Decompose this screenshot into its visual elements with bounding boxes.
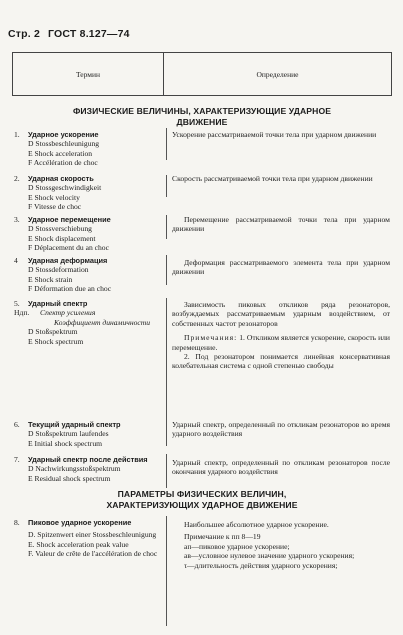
column-rule (166, 516, 167, 626)
term-number: 4 (14, 256, 18, 265)
term-english: E Shock spectrum (28, 336, 84, 346)
section-title-physical-quantities: ФИЗИЧЕСКИЕ ВЕЛИЧИНЫ, ХАРАКТЕРИЗУЮЩИЕ УДАРНОЕ ДВИЖЕНИЕ (72, 106, 332, 127)
column-rule (166, 128, 167, 160)
term-title: Ударный спектр (28, 299, 88, 308)
running-head (8, 28, 130, 40)
standard-number: ГОСТ 8.127—74 (48, 28, 130, 40)
term-french: F. Valeur de crête de l'accélération de choc (28, 549, 158, 559)
note-heading: Примечание к пп 8—19 (184, 532, 261, 542)
term-french: F Déplacement du an choc (28, 243, 109, 253)
term-german: D Nachwirkungsstoßspektrum (28, 464, 121, 474)
term-english: E Residual shock spectrum (28, 473, 111, 483)
term-title: Ударное перемещение (28, 215, 111, 224)
term-german: D. Spitzenwert einer Stossbeschleunigung (28, 530, 157, 540)
deprecated-term-2: Коэффициент динамичности (54, 317, 151, 327)
term-title: Ударная деформация (28, 256, 108, 265)
term-german: D Stossgeschwindigkeit (28, 183, 102, 193)
term-english: E. Shock acceleration peak value (28, 539, 129, 549)
note-2: 2. Под резонатором понимается линейная консервативная колебательная система с одной степенью свободы (172, 352, 390, 371)
definition-1: Ускорение рассматриваемой точки тела при ударном движении (172, 130, 377, 139)
deprecated-term: Ндп. Спектр усиления (14, 308, 96, 318)
definition-2: Скорость рассматриваемой точки тела при ударном движении (172, 174, 373, 183)
term-french: F Déformation due an choc (28, 284, 112, 294)
column-rule (166, 454, 167, 488)
term-number: 7. (14, 455, 20, 464)
term-german: D Stoßspektrum laufendes (28, 429, 109, 439)
term-english: E Shock velocity (28, 192, 80, 202)
symbol-zero: aв—условное нулевое значение ударного ускорения; (184, 551, 355, 561)
definition-8: Наибольшее абсолютное ударное ускорение. Примечание к пп 8—19 aп—пиковое ударное ускорение; aв—условное нулевое значение ударного ускорения; τ—длительность действия ударного ускорения; (172, 520, 390, 570)
term-entry-2 (14, 174, 164, 212)
section-title-parameters: ПАРАМЕТРЫ ФИЗИЧЕСКИХ ВЕЛИЧИН, ХАРАКТЕРИЗУЮЩИХ УДАРНОЕ ДВИЖЕНИЕ (106, 489, 298, 510)
term-english: E Shock displacement (28, 233, 96, 243)
term-german: D Stossverschiebung (28, 224, 92, 234)
term-number: 5. (14, 299, 20, 308)
definition-5: Зависимость пиковых откликов ряда резонаторов, возбуждаемых рассматриваемым ударным воздействием, от собственных частот резонаторов Примечания: 1. Откликом является ускорение, скорость или перемещение. 2. Под резонатором понимается линейная консервативная колебательная система с одной степенью свободы (172, 300, 390, 371)
term-title: Пиковое ударное ускорение (28, 518, 132, 527)
page-number: Стр. 2 (8, 28, 41, 40)
term-english: E Shock strain (28, 274, 73, 284)
term-title: Ударный спектр после действия (28, 455, 148, 464)
term-entry-3 (14, 215, 164, 253)
term-number: 3. (14, 215, 20, 224)
column-header-definition: Определение (256, 70, 299, 79)
term-entry-1 (14, 130, 164, 168)
definition-7: Ударный спектр, определенный по откликам резонаторов после окончания ударного воздействия (172, 458, 390, 477)
symbol-peak: aп—пиковое ударное ускорение; (184, 541, 290, 551)
table-header (12, 52, 392, 96)
term-number: 6. (14, 420, 20, 429)
term-entry-6 (14, 420, 164, 448)
term-entry-5 (14, 299, 164, 346)
term-french: F Accélération de choc (28, 158, 98, 168)
term-german: D Stoßspektrum (28, 327, 78, 337)
symbol-duration: τ—длительность действия ударного ускорения; (184, 560, 338, 570)
column-rule (166, 215, 167, 239)
column-rule (166, 255, 167, 285)
definition-4: Деформация рассматриваемого элемента тела при ударном движении (172, 258, 390, 277)
term-german: D Stossdeformation (28, 265, 89, 275)
note-block: Примечания: 1. Откликом является ускорение, скорость или перемещение. (172, 333, 390, 352)
term-french: F Vitesse de choc (28, 202, 82, 212)
term-english: E Shock acceleration (28, 148, 93, 158)
term-entry-8 (14, 518, 164, 559)
term-title: Ударное ускорение (28, 130, 99, 139)
term-entry-4 (14, 256, 164, 294)
term-title: Текущий ударный спектр (28, 420, 121, 429)
column-rule (166, 418, 167, 446)
column-header-term: Термин (75, 70, 101, 79)
column-rule (166, 298, 167, 418)
term-german: D Stossbeschleunigung (28, 139, 100, 149)
term-number: 1. (14, 130, 20, 139)
term-number: 2. (14, 174, 20, 183)
term-title: Ударная скорость (28, 174, 94, 183)
term-number: 8. (14, 518, 20, 527)
term-english: E Initial shock spectrum (28, 438, 103, 448)
definition-6: Ударный спектр, определенный по откликам резонаторов во время ударного воздействия (172, 420, 390, 439)
term-entry-7 (14, 455, 164, 483)
definition-3: Перемещение рассматриваемой точки тела при ударном движении (172, 215, 390, 234)
column-rule (166, 175, 167, 197)
